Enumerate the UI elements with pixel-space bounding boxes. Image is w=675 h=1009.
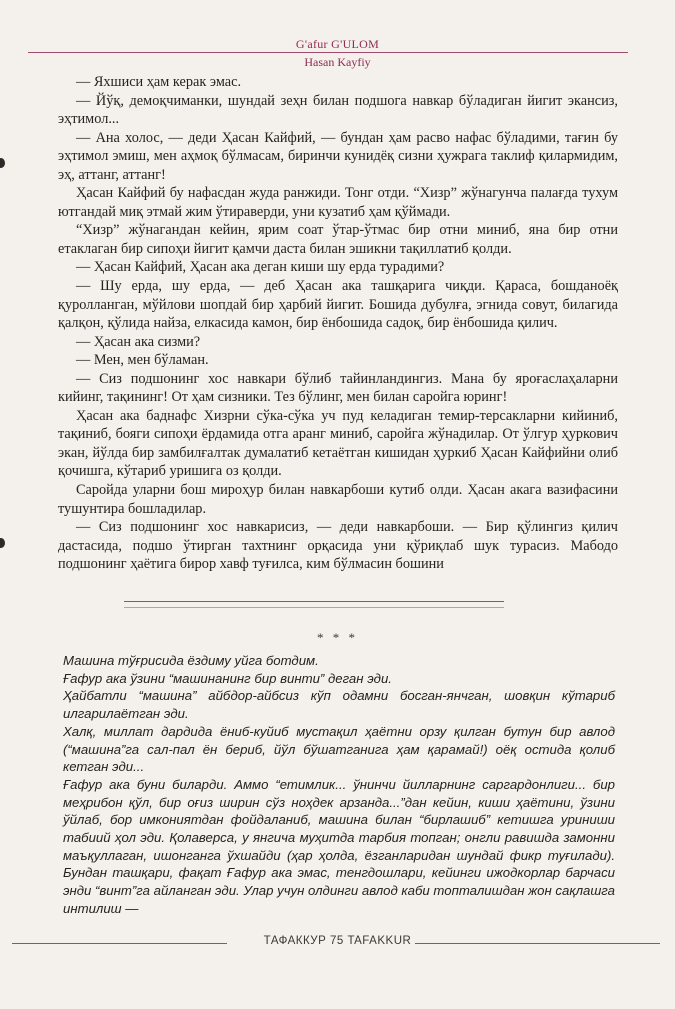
- story-paragraph: — Яхшиси ҳам керак эмас.: [76, 74, 242, 90]
- section-divider: [124, 601, 504, 613]
- story-paragraph: — Шу ерда, шу ерда, — деб Ҳасан ака ташқарига чиқди. Қараса, бошданоёқ қуролланган, мўйлови шопдай бир ҳарбий йигит. Бошида дубулға, эгнида совут, билагида қалқон, қўлида найза, елкасида камон, бир ёнбошида садоқ, бир ёнбошида қилич.: [58, 278, 618, 332]
- story-paragraph: — Мен, мен бўламан.: [76, 352, 209, 369]
- story-text: [58, 73, 618, 574]
- story-paragraph: Саройда уларни бош мироҳур билан навкарбоши кутиб олди. Ҳасан акага вазифасини тушунтира бошладилар.: [58, 482, 618, 517]
- commentary-paragraph: Ҳайбатли “машина” айбдор-айбсиз кўп одамни босган-янчган, шовқин кўтариб илгарилаётган эди.: [63, 688, 615, 722]
- story-paragraph: Ҳасан Кайфий бу нафасдан жуда ранжиди. Тонг отди. “Хизр” жўнагунча палағда тухум ютгандай миқ этмай жим ўтираверди, уни кузатиб ҳам қўймади.: [58, 185, 618, 220]
- binding-hole: [0, 538, 5, 548]
- commentary-text: [63, 652, 615, 918]
- story-paragraph: — Сиз подшонинг хос навкарисиз, — деди навкарбоши. — Бир қўлингиз қилич дастасида, подшо ўтирган тахтнинг орқасида уни қўриқлаб шук турасиз. Мабодо подшонинг ҳаётига бирор хавф туғилса, ким бўлмасин бошини: [58, 519, 618, 573]
- divider-line: [124, 601, 504, 602]
- footer-journal-page-number: ТАФАККУР 75 TAFAKKUR: [263, 935, 412, 947]
- story-paragraph: “Хизр” жўнагандан кейин, ярим соат ўтар-ўтмас бир отни миниб, яна бир отни етаклаган бир сипоҳи йигит қамчи даста билан эшикни тақиллатиб қолди.: [58, 222, 618, 257]
- story-paragraph: Ҳасан ака баднафс Хизрни сўка-сўка уч пуд келадиган темир-терсакларни кийиниб, тақиниб, бояги сипоҳи ёрдамида отга аранг миниб, саройга жўнадилар. От ўлгур ҳуркович экан, йўлда бир замбилғалтак думалатиб кетаётган кишидан ҳуркиб Ҳасан Кайфийни олиб қочишга, кўтариб уришига оз қолди.: [58, 407, 618, 480]
- divider-line: [124, 607, 504, 608]
- header-rule: [28, 52, 628, 53]
- binding-hole: [0, 158, 5, 168]
- commentary-paragraph: Ғафур ака ўзини “машинанинг бир винти” деган эди.: [63, 670, 392, 686]
- story-paragraph: — Сиз подшонинг хос навкари бўлиб тайинландингиз. Мана бу яроғаслаҳаларни кийинг, тақининг! От ҳам сизники. Тез бўлинг, мен билан саройга юринг!: [58, 370, 618, 406]
- header-story-title: Hasan Kayfiy: [304, 55, 371, 69]
- commentary-paragraph: Машина тўғрисида ёздиму уйга ботдим.: [63, 653, 319, 668]
- story-paragraph: — Йўқ, демоқчиманки, шундай зеҳн билан подшога навкар бўладиган йигит экансиз, эҳтимол...: [58, 92, 618, 128]
- story-paragraph: — Ана холос, — деди Ҳасан Кайфий, — бундан ҳам расво нафас бўладими, тағин бу эҳтимол эмиш, мен аҳмоқ бўлмасам, биринчи кунидёқ сизни ҳужрага таклиф қилармидим, эҳ, аттанг, аттанг!: [58, 129, 618, 183]
- story-paragraph: — Ҳасан Кайфий, Ҳасан ака деган киши шу ерда турадими?: [76, 259, 445, 276]
- asterism: * * *: [317, 630, 358, 645]
- story-paragraph: — Ҳасан ака сизми?: [76, 333, 201, 350]
- header-author: G'afur G'ULOM: [295, 37, 380, 51]
- commentary-paragraph: Ғафур ака буни биларди. Аммо “етимлик... ўнинчи йилларнинг саргардонлиги... бир меҳрибон қўл, бир оғиз ширин сўз ноҳдек арзанда...”дан кейин, киши ҳаётини, ўзини ўйлаб, бор имкониятдан фойдаланиб, машина билан “бирлашиб” кетишга уриниши табиий ҳол эди. Қолаверса, у янгича муҳитда тарбия топган; онгли равишда замонни маъқуллаган, ишонганга ўхшайди (ҳар ҳолда, ёзганларидан шундай фикр туғилади). Бундан ташқари, фақат Ғафур ака эмас, тенгдошлари, кейинги ижодкорлар барчаси энди “винт”га айланган эди. Улар учун олдинги авлод каби топталишдан жон сақлашга интилиш —: [63, 776, 615, 916]
- footer-rule: [415, 943, 660, 944]
- commentary-paragraph: Халқ, миллат дардида ёниб-куйиб мустақил ҳаётни орзу қилган бутун бир авлод (“машина”га сал-пал ён бериб, йўл бўшатганига ҳам қарамай!) оёқ остида қолиб кетган эди...: [63, 723, 615, 775]
